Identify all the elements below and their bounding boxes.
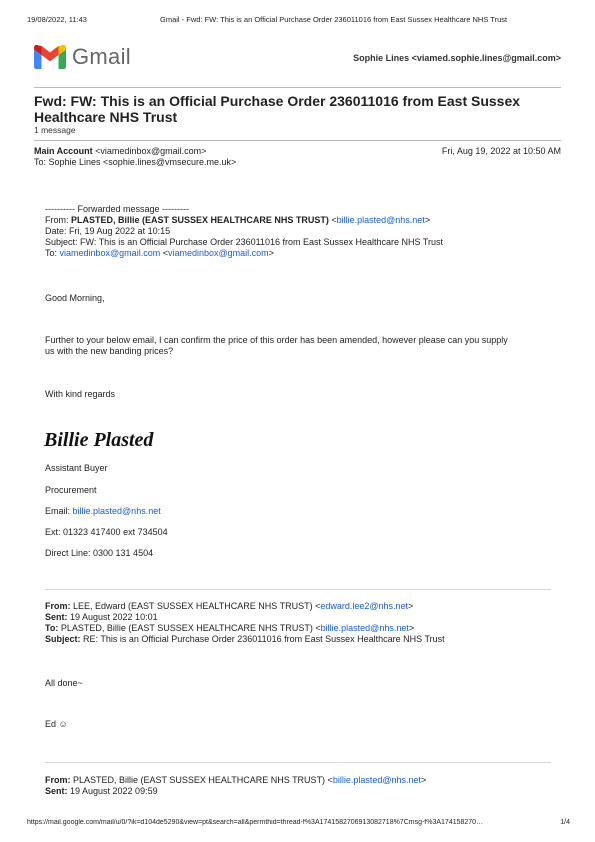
quoted-subject: Subject: RE: This is an Official Purchase Order 236011016 from East Sussex Healthcare NHS Trust	[45, 634, 445, 644]
quoted-to: To: PLASTED, Billie (EAST SUSSEX HEALTHCARE NHS TRUST) <billie.plasted@nhs.net>	[45, 623, 415, 633]
thread-subject	[34, 93, 520, 125]
quote-divider-1	[45, 589, 551, 590]
quoted-header-1	[45, 601, 445, 645]
forwarded-header	[45, 204, 443, 259]
forwarded-separator: ---------- Forwarded message ---------	[45, 204, 189, 214]
thread-subject-line2: Healthcare NHS Trust	[34, 109, 178, 125]
forwarded-to-email-link[interactable]: viamedinbox@gmail.com	[59, 248, 161, 258]
quoted-body-line2: Ed ☺	[45, 719, 68, 729]
signature-title: Assistant Buyer	[45, 463, 108, 473]
gmail-logo-icon	[34, 45, 66, 69]
sender-email: <viamedinbox@gmail.com>	[92, 146, 207, 156]
signature-dept: Procurement	[45, 485, 97, 495]
message-from	[34, 146, 206, 157]
message-to: To: Sophie Lines <sophie.lines@vmsecure.me.uk>	[34, 157, 237, 167]
quoted-header-2	[45, 775, 426, 797]
forwarded-to: To: viamedinbox@gmail.com <viamedinbox@gmail.com>	[45, 248, 274, 258]
quoted-body-line1: All done~	[45, 678, 83, 688]
subject-divider	[34, 140, 561, 141]
body-paragraph-line1: Further to your below email, I can confirm the price of this order has been amended, however please can you supply	[45, 335, 508, 345]
signature-direct-line: Direct Line: 0300 131 4504	[45, 548, 154, 558]
print-title: Gmail - Fwd: FW: This is an Official Purchase Order 236011016 from East Sussex Healthcare NHS Trust	[160, 15, 508, 24]
signature-email-link[interactable]: billie.plasted@nhs.net	[72, 506, 161, 516]
greeting: Good Morning,	[45, 293, 105, 303]
print-url: https://mail.google.com/mail/u/0/?ik=d104de5290&view=pt&search=all&permthid=thread-f%3A1741582706913082718%7Cmsg-f%3A174158270…	[27, 819, 484, 826]
forwarded-from: From: PLASTED, Billie (EAST SUSSEX HEALTHCARE NHS TRUST) <billie.plasted@nhs.net>	[45, 215, 431, 225]
sender-name: Main Account	[34, 146, 93, 156]
gmail-wordmark: Gmail	[72, 44, 131, 69]
forwarded-subject: Subject: FW: This is an Official Purchase Order 236011016 from East Sussex Healthcare NHS Trust	[45, 237, 444, 247]
message-count: 1 message	[34, 125, 76, 135]
body-paragraph	[45, 335, 560, 357]
quoted-sent: Sent: 19 August 2022 10:01	[45, 612, 158, 622]
account-label: Sophie Lines <viamed.sophie.lines@gmail.com>	[353, 53, 561, 63]
quoted-to-email-link[interactable]: billie.plasted@nhs.net	[320, 623, 409, 633]
body-paragraph-line2: us with the new banding prices?	[45, 346, 174, 356]
signature-ext: Ext: 01323 417400 ext 734504	[45, 527, 168, 537]
thread-subject-line1: Fwd: FW: This is an Official Purchase Order 236011016 from East Sussex	[34, 93, 521, 109]
quote-divider-2	[45, 762, 551, 763]
quoted2-from: From: PLASTED, Billie (EAST SUSSEX HEALTHCARE NHS TRUST) <billie.plasted@nhs.net>	[45, 775, 427, 785]
message-date: Fri, Aug 19, 2022 at 10:50 AM	[441, 146, 561, 156]
signature-name: Billie Plasted	[44, 429, 154, 451]
quoted2-from-email-link[interactable]: billie.plasted@nhs.net	[332, 775, 422, 785]
signature-email: Email: billie.plasted@nhs.net	[45, 506, 161, 516]
quoted2-sent: Sent: 19 August 2022 09:59	[45, 786, 158, 796]
header-divider	[34, 87, 561, 88]
forwarded-to-email-link-2[interactable]: viamedinbox@gmail.com	[167, 248, 269, 258]
print-page-number: 1/4	[560, 819, 570, 826]
quoted-from: From: LEE, Edward (EAST SUSSEX HEALTHCARE NHS TRUST) <edward.lee2@nhs.net>	[45, 601, 414, 611]
forwarded-from-name: PLASTED, Billie (EAST SUSSEX HEALTHCARE NHS TRUST)	[71, 215, 329, 225]
forwarded-date: Date: Fri, 19 Aug 2022 at 10:15	[45, 226, 171, 236]
quoted-from-email-link[interactable]: edward.lee2@nhs.net	[320, 601, 409, 611]
forwarded-from-email-link[interactable]: billie.plasted@nhs.net	[336, 215, 425, 225]
print-datetime: 19/08/2022, 11:43	[27, 15, 87, 24]
regards: With kind regards	[45, 389, 116, 399]
